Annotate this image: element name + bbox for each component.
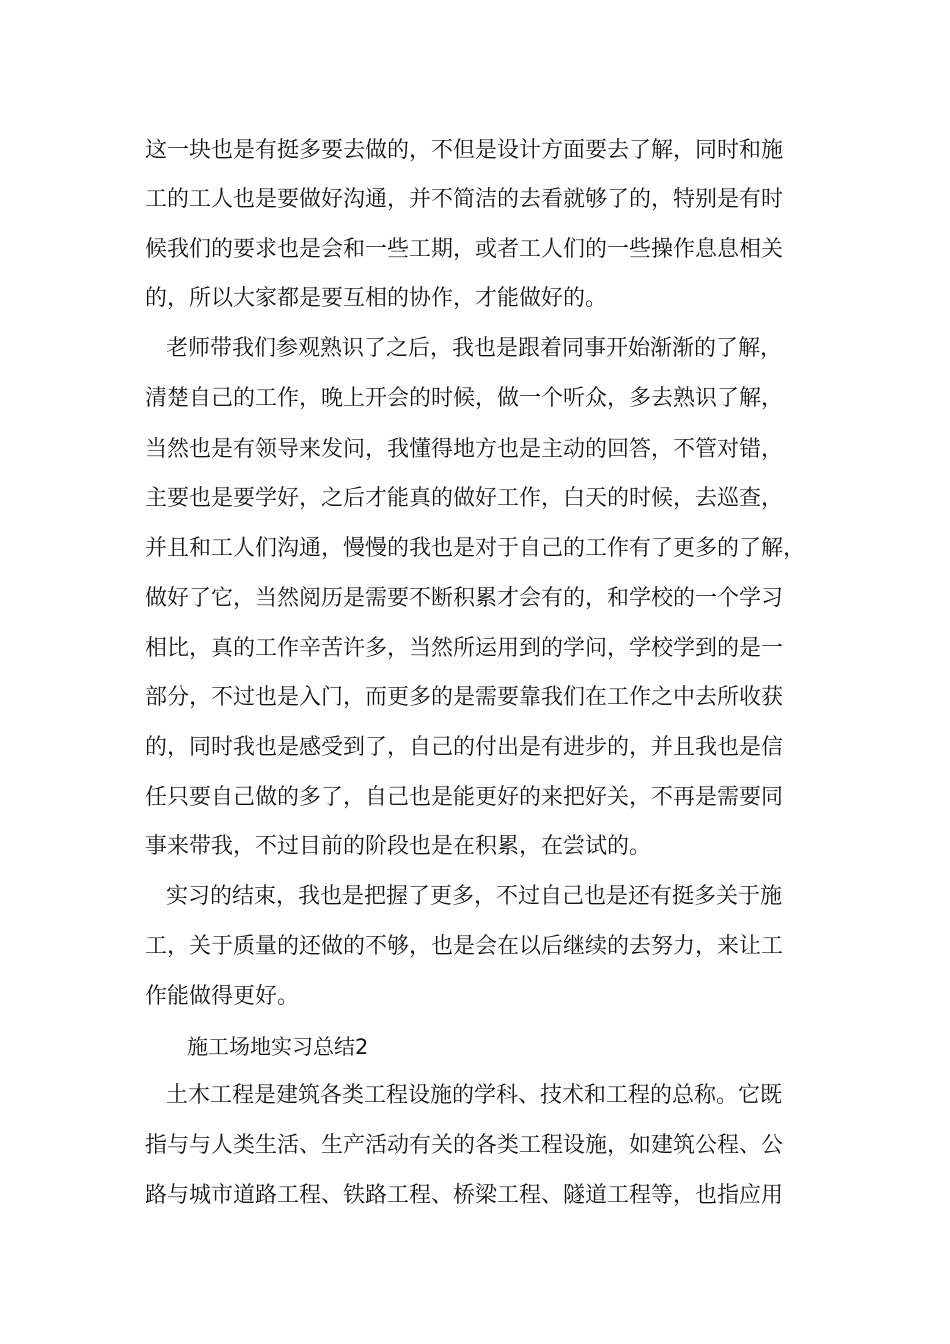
paragraph-line: 清楚自己的工作，晚上开会的时候，做一个听众，多去熟识了解， xyxy=(145,386,784,411)
paragraph-line: 当然也是有领导来发问，我懂得地方也是主动的回答，不管对错， xyxy=(145,437,784,462)
section-heading: 施工场地实习总结2 xyxy=(187,1035,369,1059)
paragraph-line: 工，关于质量的还做的不够，也是会在以后继续的去努力，来让工 xyxy=(145,934,784,959)
paragraph-line: 这一块也是有挺多要去做的，不但是设计方面要去了解，同时和施 xyxy=(145,138,784,163)
paragraph-line: 主要也是要学好，之后才能真的做好工作，白天的时候，去巡查， xyxy=(145,486,784,511)
paragraph-line: 的，同时我也是感受到了，自己的付出是有进步的，并且我也是信 xyxy=(145,735,784,760)
paragraph-line: 作能做得更好。 xyxy=(145,984,300,1009)
paragraph-line: 老师带我们参观熟识了之后，我也是跟着同事开始渐渐的了解， xyxy=(166,336,783,361)
paragraph-line: 并且和工人们沟通，慢慢的我也是对于自己的工作有了更多的了解， xyxy=(145,536,806,561)
paragraph-line: 路与城市道路工程、铁路工程、桥梁工程、隧道工程等，也指应用 xyxy=(145,1183,784,1208)
paragraph-line: 的，所以大家都是要互相的协作，才能做好的。 xyxy=(145,286,608,311)
paragraph-line: 任只要自己做的多了，自己也是能更好的来把好关，不再是需要同 xyxy=(145,785,784,810)
paragraph-line: 土木工程是建筑各类工程设施的学科、技术和工程的总称。它既 xyxy=(166,1083,783,1108)
paragraph-line: 部分，不过也是入门，而更多的是需要靠我们在工作之中去所收获 xyxy=(145,685,784,710)
paragraph-line: 相比，真的工作辛苦许多，当然所运用到的学问，学校学到的是一 xyxy=(145,636,784,661)
paragraph-line: 做好了它，当然阅历是需要不断积累才会有的，和学校的一个学习 xyxy=(145,586,784,611)
paragraph-line: 工的工人也是要做好沟通，并不简洁的去看就够了的，特别是有时 xyxy=(145,187,784,212)
paragraph-line: 指与与人类生活、生产活动有关的各类工程设施，如建筑公程、公 xyxy=(145,1133,784,1158)
paragraph-line: 事来带我，不过目前的阶段也是在积累，在尝试的。 xyxy=(145,834,652,859)
paragraph-line: 实习的结束，我也是把握了更多，不过自己也是还有挺多关于施 xyxy=(166,884,783,909)
paragraph-line: 候我们的要求也是会和一些工期，或者工人们的一些操作息息相关 xyxy=(145,237,784,262)
